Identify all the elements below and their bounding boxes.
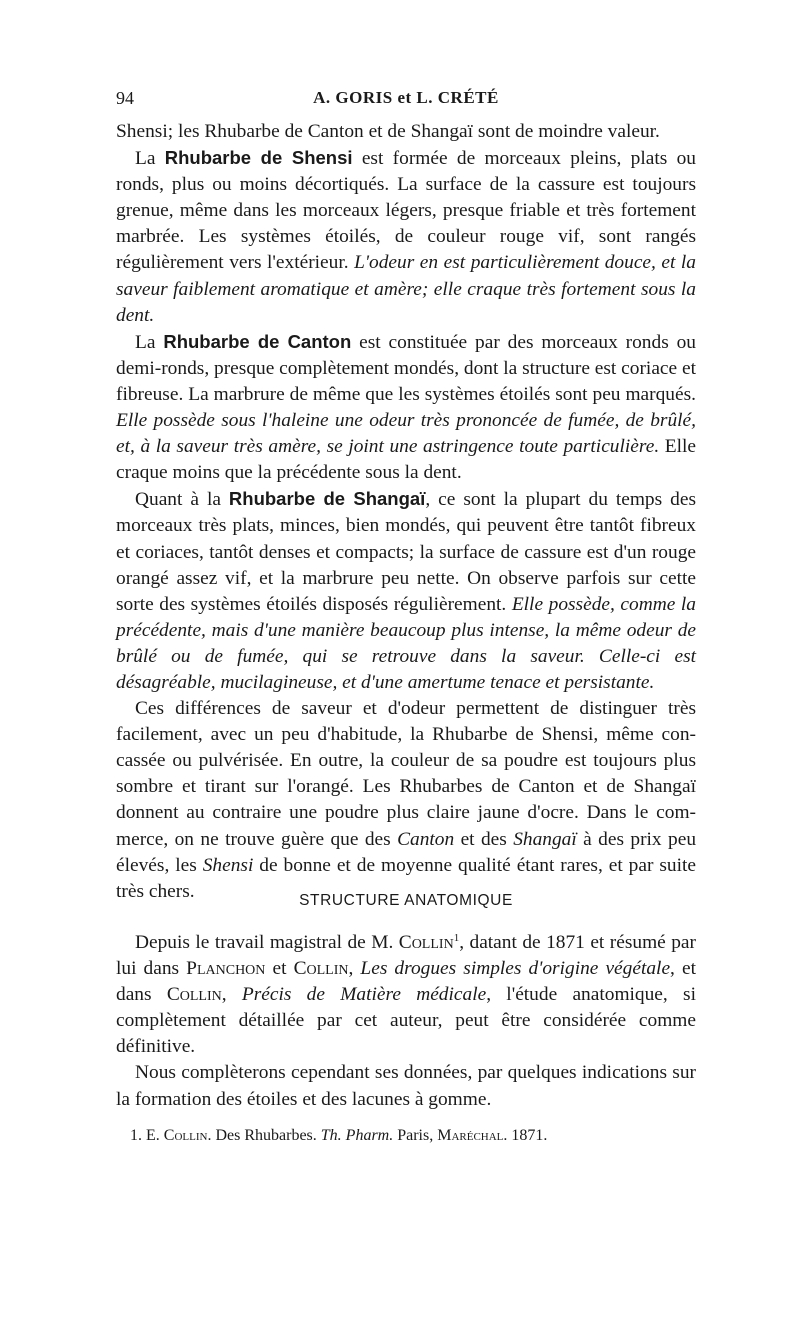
italic-title: Précis de Matière médicale: [241, 984, 487, 1006]
main-text: [116, 119, 696, 905]
italic-title: Les drogues simples d'origine végétale: [360, 958, 671, 980]
italic-text: Shensi: [202, 854, 254, 876]
text-run: Paris,: [393, 1127, 438, 1144]
text-run: , datant de 1871 et résumé par lui dans: [116, 932, 696, 980]
text-run: est formée de morceaux pleins, plats ou ronds, plus ou moins décortiqués. La surface de la cassure est toujours grenue, même dans les morceaux légers, presque friable et très fortement marbrée. Les systèmes étoilés, de couleur rouge vif, sont rangés régulièrement vers l'extérieur.: [116, 148, 696, 274]
text-run: . Des Rhubarbes.: [207, 1127, 321, 1144]
text-run: La: [135, 331, 164, 353]
footnote: [130, 1125, 696, 1147]
running-title: A. GORIS et L. CRÉTÉ: [313, 88, 499, 107]
author-name: Planchon: [186, 958, 266, 980]
text-run: ,: [348, 958, 361, 980]
paragraph-completerons: [116, 1060, 696, 1112]
text-run: , ce sont la plupart du temps des morceaux très plats, minces, bien mondés, qui peuvent être tantôt fibreux et coriaces, tantôt denses et compacts; la surface de cassure est d'un rouge orangé assez vif, et la marbrure peu nette. On observe parfois sur cette sorte des systèmes étoilés disposés régulièrement.: [116, 489, 696, 615]
text-run: La: [135, 148, 165, 170]
text-run: est constituée par des morceaux ronds ou demi-ronds, presque complètement mondés, dont la structure est coriace et fibreuse. La marbrure de même que les systèmes étoilés sont peu marqués.: [116, 331, 696, 405]
page-number: 94: [116, 88, 134, 108]
section-heading: STRUCTURE ANATOMIQUE: [299, 892, 513, 909]
author-name: Collin: [166, 984, 222, 1006]
bold-term: Rhubarbe de Shangaï: [228, 488, 426, 510]
paragraph-text: Shensi; les Rhubarbe de Canton et de Shangaï sont de moindre valeur.: [116, 121, 660, 142]
text-run: Depuis le travail magistral de M.: [135, 932, 399, 953]
paragraph-shangai: [116, 486, 696, 696]
italic-text: Shangaï: [513, 828, 577, 850]
footnote-number: 1. E.: [130, 1127, 164, 1144]
text-run: Ces différences de saveur et d'odeur permettent de distinguer très facilement, avec un peu d'habitude, la Rhubarbe de Shensi, même concassée ou pulvérisée. En outre, la couleur de sa poudre est toujours plus sombre et tirant sur l'orangé. Les Rhubarbes de Canton et de Shangaï donnent au contraire une poudre plus claire jaune d'ocre. Dans le commerce, on ne trouve guère que des: [116, 698, 696, 850]
paragraph-canton: [116, 329, 696, 487]
bold-term: Rhubarbe de Canton: [163, 330, 352, 352]
text-run: . 1871.: [503, 1127, 548, 1144]
author-name: Collin: [163, 1127, 208, 1144]
footnote-marker: 1: [453, 932, 460, 944]
paragraph-text: Nous complèterons cependant ses données, par quelques indications sur la formation des étoiles et des lacunes à gomme.: [116, 1062, 696, 1110]
author-name: Collin: [293, 958, 349, 980]
text-run: ,: [221, 984, 242, 1006]
text-run: et: [265, 958, 294, 980]
italic-text: Canton: [397, 828, 455, 850]
paragraph-continuation: [116, 119, 696, 145]
text-run: de bonne et de moyenne qualité étant rares, et par suite très chers.: [116, 854, 697, 902]
paragraph-depuis: [116, 930, 696, 1060]
text-run: , et dans: [116, 958, 696, 1006]
paragraph-shensi: [116, 145, 696, 329]
text-run: Quant à la: [135, 489, 229, 511]
paragraph-differences: [116, 696, 696, 905]
italic-text: Th. Pharm.: [320, 1127, 394, 1144]
author-name: Collin: [398, 932, 454, 953]
text-run: Elle craque moins que la précédente sous la dent.: [116, 436, 696, 484]
section-text: [116, 930, 696, 1113]
italic-text: Elle possède sous l'haleine une odeur très prononcée de fumée, de brûlé, et, à la saveur très amère, se joint une astringence toute particulière.: [116, 410, 696, 458]
text-run: et des: [454, 828, 514, 850]
italic-text: L'odeur en est particulièrement douce, et la saveur faiblement aromatique et amère; elle craque très fortement sous la dent.: [116, 252, 697, 326]
bold-term: Rhubarbe de Shensi: [164, 147, 353, 169]
text-run: , l'étude anatomique, si complètement détaillée par cet auteur, peut être considérée comme définitive.: [116, 984, 696, 1058]
publisher-name: Maréchal: [437, 1127, 504, 1144]
italic-text: Elle possède, comme la précédente, mais d'une manière beaucoup plus intense, la même odeur de brûlé ou de fumée, qui se retrouve dans la saveur. Celle-ci est désagréable, mucilagineuse, et d'une amertume tenace et persistante.: [116, 593, 696, 693]
running-header: [116, 85, 696, 111]
text-run: à des prix peu élevés, les: [116, 828, 697, 876]
